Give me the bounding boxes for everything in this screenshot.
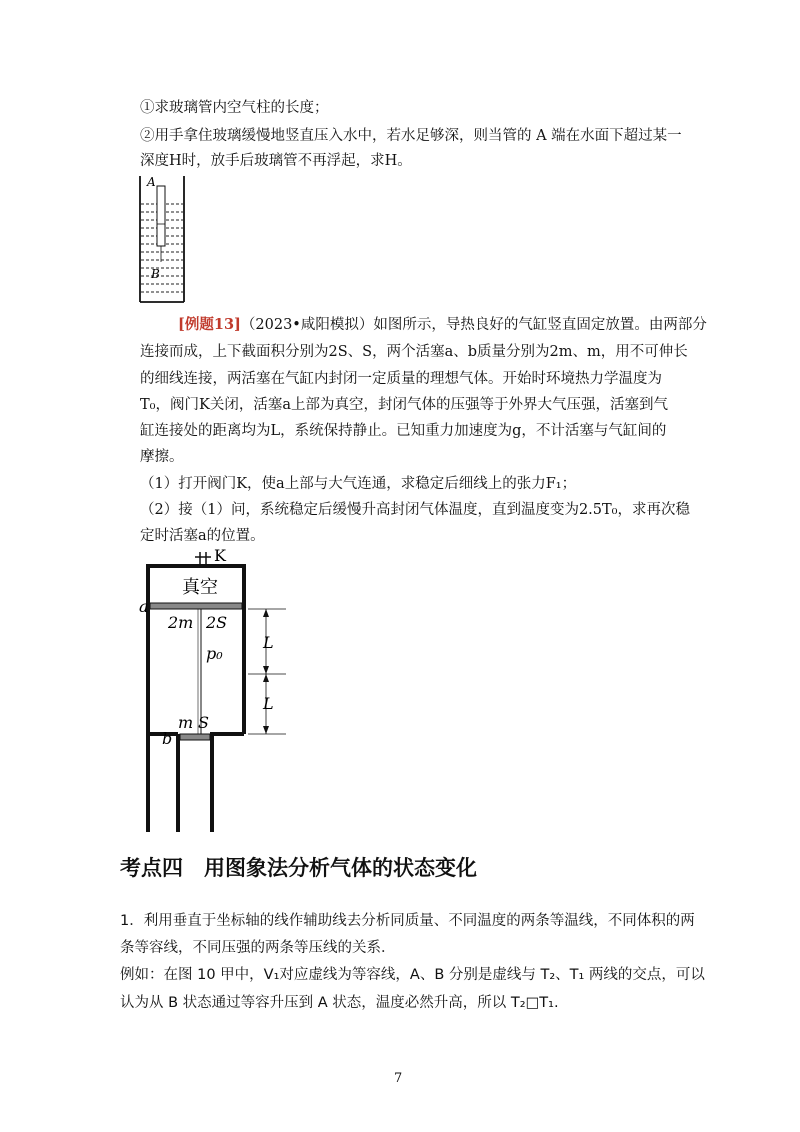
label-piston-b: b [162,729,173,748]
label-l-upper: L [263,633,274,652]
label-vacuum: 真空 [182,577,218,598]
label-2m: 2m [168,613,194,632]
label-k: K [214,546,226,565]
q13-line-6: 摩擦。 [140,449,184,465]
label-piston-a: a [139,597,149,616]
q13-line-3: 的细线连接，两活塞在气缸内封闭一定质量的理想气体。开始时环境热力学温度为 [140,371,662,387]
example-tag: [例题13] [178,316,241,333]
q13-part-2b: 定时活塞a的位置。 [140,528,265,544]
section-item-1b: 条等容线，不同压强的两条等压线的关系． [120,940,396,956]
page-number: 7 [394,1071,403,1086]
q13-part-1: （1）打开阀门K，使a上部与大气连通，求稳定后细线上的张力F₁； [140,476,577,492]
section-example-1: 例如：在图 10 甲中，V₁对应虚线为等容线，A、B 分别是虚线与 T₂、T₁ 两线的交点，可以 [120,967,705,983]
label-2s: 2S [206,613,228,632]
q12-line-1: ①求玻璃管内空气柱的长度； [140,100,329,116]
label-l-lower: L [263,694,274,713]
q12-line-3: 深度H时，放手后玻璃管不再浮起，求H。 [140,153,412,169]
q13-intro-line [178,315,707,335]
tube-in-water-figure [136,174,192,306]
q13-line-2: 连接而成，上下截面积分别为2S、S，两个活塞a、b质量分别为2m、m，用不可伸长 [140,344,688,360]
label-m: m [178,713,194,732]
q13-line-4: T₀，阀门K关闭，活塞a上部为真空，封闭气体的压强等于外界大气压强，活塞到气 [140,397,668,413]
section-example-2: 认为从 B 状态通过等容升压到 A 状态，温度必然升高，所以 T₂□T₁. [120,995,559,1011]
label-b: B [151,267,160,281]
q13-line-5: 缸连接处的距离均为L，系统保持静止。已知重力加速度为g，不计活塞与气缸间的 [140,423,667,439]
label-a: A [147,175,156,189]
label-s: S [198,713,209,732]
q13-intro: （2023•咸阳模拟）如图所示，导热良好的气缸竖直固定放置。由两部分 [240,317,707,333]
label-p0: p₀ [206,644,223,663]
section-item-1a: 1．利用垂直于坐标轴的线作辅助线去分析同质量、不同温度的两条等温线，不同体积的两 [120,913,695,929]
section-title: 考点四 用图象法分析气体的状态变化 [120,856,477,880]
q13-part-2a: （2）接（1）问，系统稳定后缓慢升高封闭气体温度，直到温度变为2.5T₀，求再次稳 [140,502,690,518]
cylinder-figure [136,546,296,836]
q12-line-2: ②用手拿住玻璃缓慢地竖直压入水中，若水足够深，则当管的 A 端在水面下超过某一 [140,128,682,144]
